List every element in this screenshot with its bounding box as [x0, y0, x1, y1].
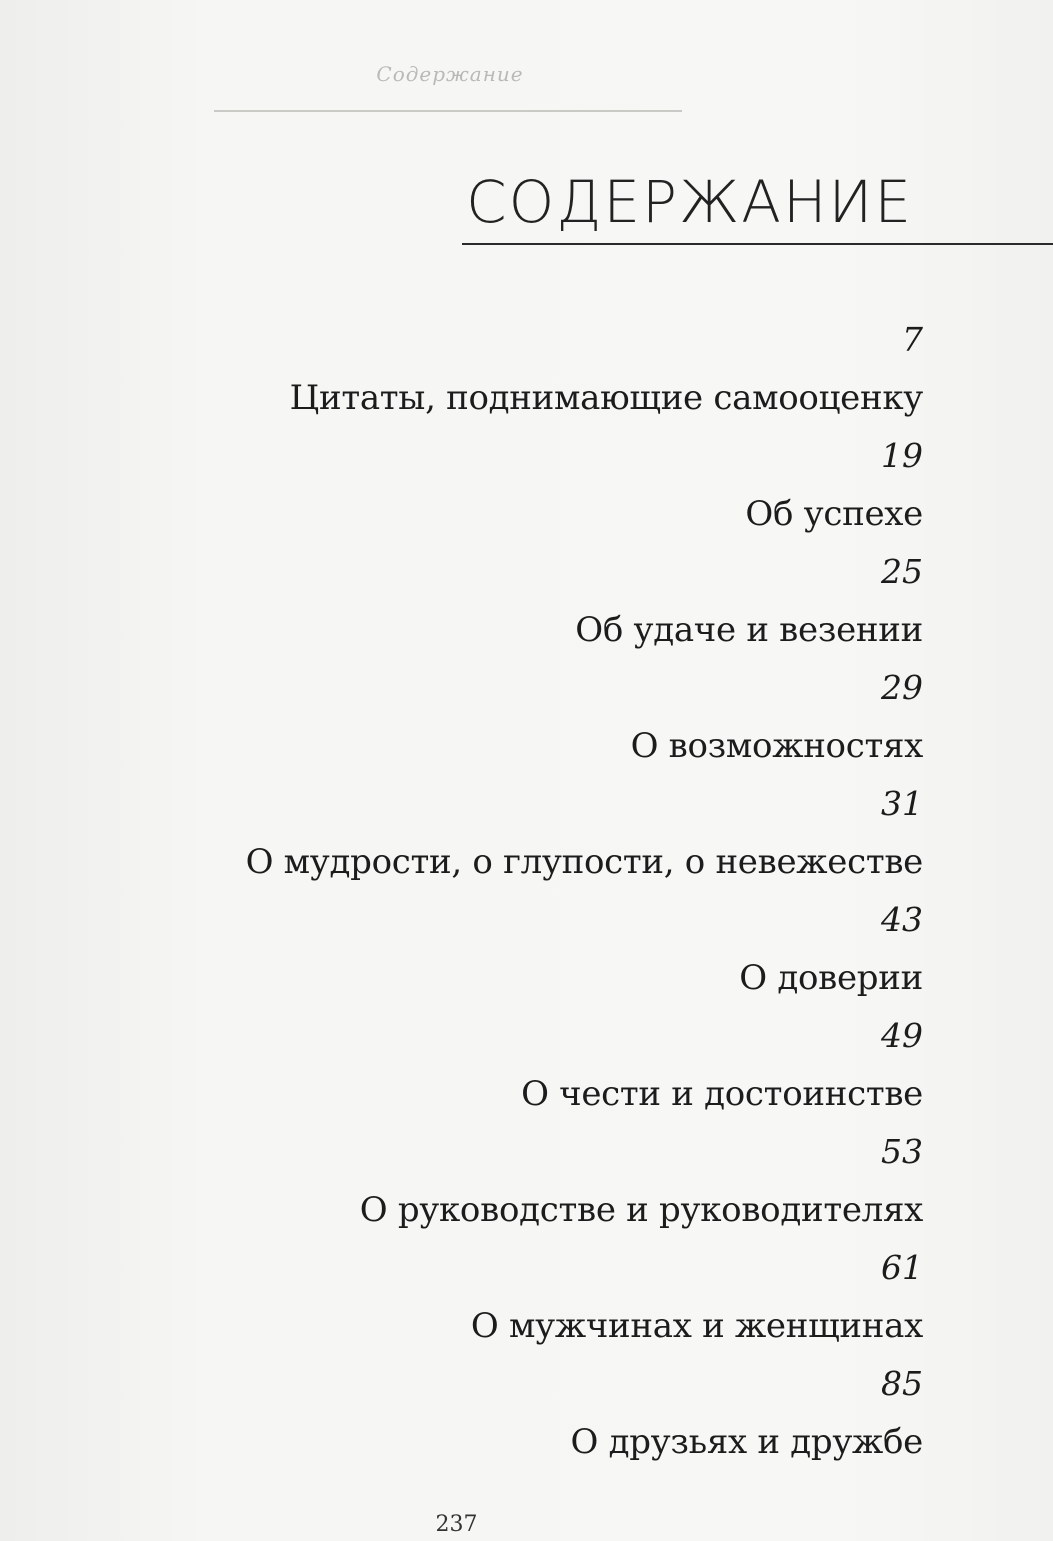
- toc-chapter-title: О возможностях: [630, 726, 923, 766]
- toc-page-number: 53: [881, 1132, 923, 1171]
- toc-entry: [63, 1124, 923, 1240]
- toc-chapter-title: О мужчинах и женщинах: [470, 1306, 923, 1346]
- toc-entry: [63, 1008, 923, 1124]
- toc-entry: [63, 892, 923, 1008]
- table-of-contents: [63, 312, 923, 1472]
- running-head: Содержание: [376, 62, 524, 86]
- toc-chapter-title: Цитаты, поднимающие самооценку: [289, 378, 923, 418]
- toc-entry: [63, 776, 923, 892]
- toc-page-number: 61: [881, 1248, 923, 1287]
- toc-page-number: 43: [881, 900, 923, 939]
- page-number: 237: [435, 1512, 478, 1537]
- toc-chapter-title: О чести и достоинстве: [521, 1074, 923, 1114]
- page-title: СОДЕРЖАНИЕ: [466, 168, 913, 236]
- toc-chapter-title: О доверии: [739, 958, 923, 998]
- toc-page-number: 31: [881, 784, 923, 823]
- toc-chapter-title: О друзьях и дружбе: [570, 1422, 923, 1462]
- toc-entry: [63, 1356, 923, 1472]
- toc-chapter-title: О руководстве и руководителях: [359, 1190, 923, 1230]
- toc-entry: [63, 660, 923, 776]
- toc-page-number: 19: [881, 436, 923, 475]
- toc-page-number: 25: [881, 552, 923, 591]
- title-rule: [462, 243, 1053, 245]
- toc-entry: [63, 312, 923, 428]
- header-rule: [214, 110, 682, 112]
- toc-chapter-title: Об успехе: [745, 494, 923, 534]
- toc-page-number: 29: [881, 668, 923, 707]
- toc-entry: [63, 544, 923, 660]
- toc-page-number: 49: [881, 1016, 923, 1055]
- toc-chapter-title: Об удаче и везении: [575, 610, 923, 650]
- toc-entry: [63, 1240, 923, 1356]
- toc-page-number: 7: [902, 320, 923, 359]
- toc-chapter-title: О мудрости, о глупости, о невежестве: [245, 842, 923, 882]
- toc-page-number: 85: [881, 1364, 923, 1403]
- toc-entry: [63, 428, 923, 544]
